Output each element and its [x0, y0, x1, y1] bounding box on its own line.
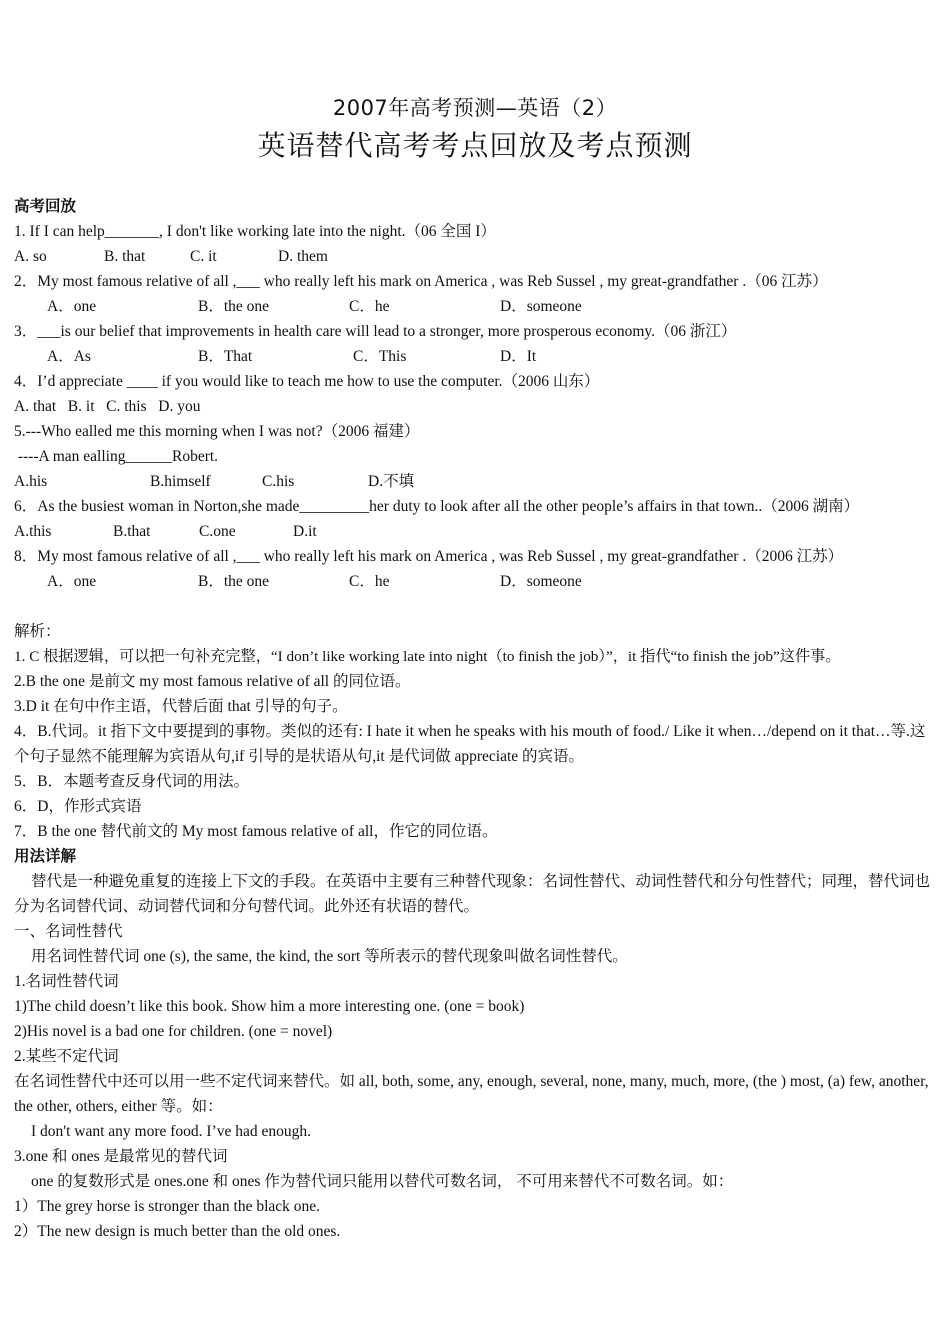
question-4-options: A. that B. it C. this D. you [14, 398, 201, 415]
option: C.his [262, 473, 295, 490]
subsection-1-example-2: 2)His novel is a bad one for children. (one = novel) [14, 1023, 333, 1040]
option: B．the one [198, 298, 270, 315]
question-2: 2．My most famous relative of all ,___ who really left his mark on America , was Reb Sussel , my great-grandfather .（06 江苏） [14, 273, 828, 290]
question-5-options [14, 469, 936, 494]
option: D.不填 [368, 473, 415, 490]
question-1: 1. If I can help_______, I don't like working late into the night.（06 全国 I） [14, 223, 496, 240]
option: D. them [278, 248, 328, 265]
option: D．someone [500, 573, 582, 590]
question-2-options [14, 294, 936, 319]
question-3-options [14, 344, 936, 369]
document-title-line1: 2007年高考预测—英语（2） [332, 96, 618, 120]
subsection-2-description: 在名词性替代中还可以用一些不定代词来替代。如 all, both, some, any, enough, several, none, many, much, more, (the ) most, (a) few, another, the other, others, either 等。如： [14, 1073, 929, 1115]
analysis-item-2: 2.B the one 是前文 my most famous relative of all 的同位语。 [14, 673, 411, 690]
option: C. it [190, 248, 217, 265]
usage-intro: 替代是一种避免重复的连接上下文的手段。在英语中主要有三种替代现象：名词性替代、动词性替代和分句性替代；同理，替代词也分为名词替代词、动词替代词和分句替代词。此外还有状语的替代。 [14, 873, 931, 915]
subsection-3-title: 3.one 和 ones 是最常见的替代词 [14, 1148, 228, 1165]
subsection-3-description: one 的复数形式是 ones.one 和 ones 作为替代词只能用以替代可数名词， 不可用来替代不可数名词。如： [31, 1173, 734, 1190]
analysis-item-7: 7．B the one 替代前文的 My most famous relative of all，作它的同位语。 [14, 823, 498, 840]
option: B．That [198, 348, 253, 365]
analysis-item-5: 5．B．本题考查反身代词的用法。 [14, 773, 250, 790]
option: A. so [14, 248, 47, 265]
option: B. that [104, 248, 146, 265]
option: C．he [349, 298, 390, 315]
option: C.one [199, 523, 236, 540]
part1-description: 用名词性替代词 one (s), the same, the kind, the sort 等所表示的替代现象叫做名词性替代。 [31, 948, 628, 965]
option: B．the one [198, 573, 270, 590]
subsection-2-title: 2.某些不定代词 [14, 1048, 119, 1065]
subsection-3-example-1: 1）The grey horse is stronger than the black one. [14, 1198, 321, 1215]
option: A.this [14, 523, 52, 540]
question-3: 3．___is our belief that improvements in health care will lead to a stronger, more prosperous economy.（06 浙江） [14, 323, 737, 340]
option: B.himself [150, 473, 211, 490]
subsection-1-example-1: 1)The child doesn’t like this book. Show him a more interesting one. (one = book) [14, 998, 525, 1015]
subsection-3-example-2: 2）The new design is much better than the old ones. [14, 1223, 341, 1240]
option: D.it [293, 523, 317, 540]
usage-heading: 用法详解 [14, 848, 77, 865]
document-title-line2: 英语替代高考考点回放及考点预测 [257, 129, 693, 162]
question-8: 8．My most famous relative of all ,___ who really left his mark on America , was Reb Sussel , my great-grandfather .（2006 江苏） [14, 548, 844, 565]
question-1-options [14, 244, 936, 269]
option: A.his [14, 473, 48, 490]
question-6: 6．As the busiest woman in Norton,she made_________her duty to look after all the other people’s affairs in that town..（2006 湖南） [14, 498, 860, 515]
subsection-1-title: 1.名词性替代词 [14, 973, 119, 990]
option: A．one [47, 573, 97, 590]
question-8-options [14, 569, 936, 594]
option: D．someone [500, 298, 582, 315]
option: B.that [113, 523, 151, 540]
spacer [14, 594, 936, 619]
question-5-answer-line: ----A man ealling______Robert. [14, 448, 219, 465]
option: C．he [349, 573, 390, 590]
option: A．As [47, 348, 91, 365]
analysis-item-4: 4．B.代词。it 指下文中要提到的事物。类似的还有: I hate it when he speaks with his mouth of food./ Like it when…/depend on it that…等.这个句子显然不能理解为宾语从句,if 引导的是状语从句,it 是代词做 appreciate 的宾语。 [14, 723, 926, 765]
document-body [14, 194, 936, 1244]
subsection-2-example: I don't want any more food. I’ve had enough. [31, 1123, 311, 1140]
question-6-options [14, 519, 936, 544]
analysis-item-3: 3.D it 在句中作主语，代替后面 that 引导的句子。 [14, 698, 348, 715]
option: A．one [47, 298, 97, 315]
part1-title: 一、名词性替代 [14, 923, 123, 940]
analysis-item-1: 1. C 根据逻辑，可以把一句补充完整，“I don’t like working late into night（to finish the job）”，it 指代“to finish the job”这件事。 [14, 648, 841, 665]
question-5: 5.---Who ealled me this morning when I was not?（2006 福建） [14, 423, 420, 440]
analysis-heading: 解析： [14, 623, 61, 640]
option: C．This [353, 348, 407, 365]
option: D．It [500, 348, 537, 365]
section-heading-review: 高考回放 [14, 198, 77, 215]
analysis-item-6: 6．D，作形式宾语 [14, 798, 142, 815]
question-4: 4．I’d appreciate ____ if you would like to teach me how to use the computer.（2006 山东） [14, 373, 600, 390]
